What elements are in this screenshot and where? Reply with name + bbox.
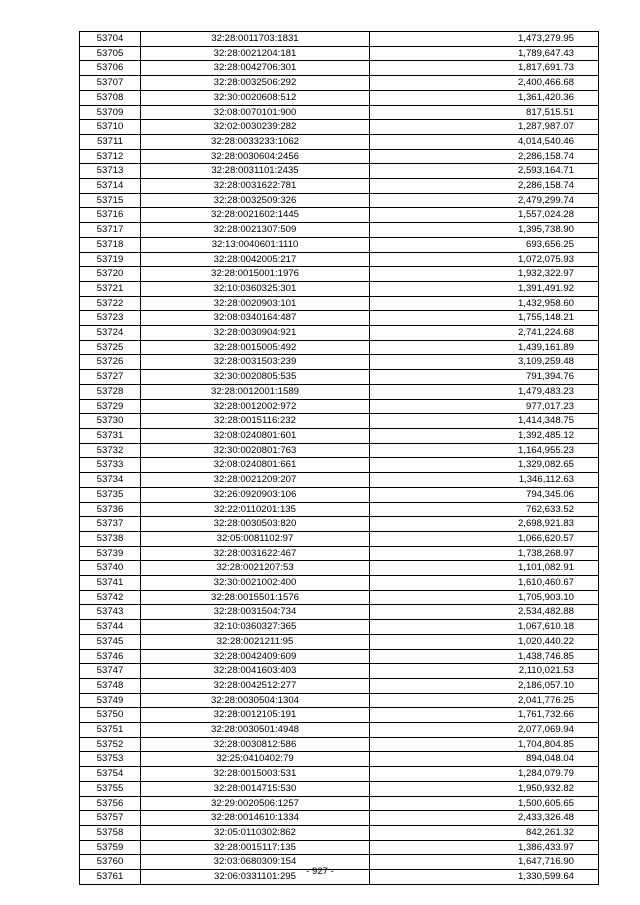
value-cell: 1,164,955.23: [370, 443, 599, 458]
table-row: [80, 46, 599, 61]
value-cell: 1,329,082.65: [370, 458, 599, 473]
row-number-cell: 53741: [80, 576, 141, 591]
table-row: [80, 370, 599, 385]
table-row: [80, 649, 599, 664]
table-row: [80, 811, 599, 826]
row-number-cell: 53728: [80, 384, 141, 399]
row-number-cell: 53742: [80, 590, 141, 605]
row-number-cell: 53739: [80, 546, 141, 561]
cadastral-number-cell: 32:22:0110201:135: [141, 502, 370, 517]
value-cell: 762,633.52: [370, 502, 599, 517]
row-number-cell: 53729: [80, 399, 141, 414]
row-number-cell: 53756: [80, 796, 141, 811]
value-cell: 1,101,082.91: [370, 561, 599, 576]
row-number-cell: 53723: [80, 311, 141, 326]
cadastral-number-cell: 32:28:0012105:191: [141, 708, 370, 723]
table-row: [80, 796, 599, 811]
value-cell: 794,345.06: [370, 487, 599, 502]
cadastral-number-cell: 32:28:0032509:326: [141, 193, 370, 208]
cadastral-number-cell: 32:30:0020608:512: [141, 90, 370, 105]
value-cell: 817,515.51: [370, 105, 599, 120]
cadastral-number-cell: 32:28:0042512:277: [141, 678, 370, 693]
row-number-cell: 53743: [80, 605, 141, 620]
cadastral-number-cell: 32:28:0042005:217: [141, 252, 370, 267]
cadastral-number-cell: 32:28:0020903:101: [141, 296, 370, 311]
row-number-cell: 53719: [80, 252, 141, 267]
value-cell: 1,738,268.97: [370, 546, 599, 561]
value-cell: 1,817,691.73: [370, 61, 599, 76]
table-row: [80, 664, 599, 679]
value-cell: 1,789,647.43: [370, 46, 599, 61]
cadastral-number-cell: 32:28:0015003:531: [141, 767, 370, 782]
cadastral-number-cell: 32:28:0015116:232: [141, 414, 370, 429]
value-cell: 1,330,599.64: [370, 870, 599, 885]
table-row: [80, 546, 599, 561]
cadastral-number-cell: 32:28:0030503:820: [141, 517, 370, 532]
cadastral-number-cell: 32:28:0030812:586: [141, 737, 370, 752]
table-row: [80, 384, 599, 399]
row-number-cell: 53724: [80, 326, 141, 341]
table-row: [80, 355, 599, 370]
value-cell: 1,755,148.21: [370, 311, 599, 326]
row-number-cell: 53704: [80, 32, 141, 47]
cadastral-number-cell: 32:03:0680309:154: [141, 855, 370, 870]
cadastral-number-cell: 32:28:0041603:403: [141, 664, 370, 679]
value-cell: 2,186,057.10: [370, 678, 599, 693]
value-cell: 2,534,482.88: [370, 605, 599, 620]
value-cell: 1,705,903.10: [370, 590, 599, 605]
table-row: [80, 340, 599, 355]
table-row: [80, 678, 599, 693]
table-row: [80, 531, 599, 546]
row-number-cell: 53753: [80, 752, 141, 767]
cadastral-number-cell: 32:28:0042706:301: [141, 61, 370, 76]
value-cell: 3,109,259.48: [370, 355, 599, 370]
table-row: [80, 223, 599, 238]
value-cell: 1,432,958.60: [370, 296, 599, 311]
table-row: [80, 723, 599, 738]
cadastral-number-cell: 32:28:0015117:135: [141, 840, 370, 855]
row-number-cell: 53727: [80, 370, 141, 385]
table-row: [80, 32, 599, 47]
cadastral-number-cell: 32:29:0020506:1257: [141, 796, 370, 811]
table-row: [80, 208, 599, 223]
table-row: [80, 590, 599, 605]
cadastral-number-cell: 32:06:0331101:295: [141, 870, 370, 885]
row-number-cell: 53737: [80, 517, 141, 532]
table-row: [80, 767, 599, 782]
row-number-cell: 53736: [80, 502, 141, 517]
value-cell: 1,395,738.90: [370, 223, 599, 238]
value-cell: 1,414,348.75: [370, 414, 599, 429]
row-number-cell: 53754: [80, 767, 141, 782]
row-number-cell: 53712: [80, 149, 141, 164]
row-number-cell: 53755: [80, 781, 141, 796]
value-cell: 1,479,483.23: [370, 384, 599, 399]
row-number-cell: 53751: [80, 723, 141, 738]
value-cell: 1,473,279.95: [370, 32, 599, 47]
row-number-cell: 53726: [80, 355, 141, 370]
row-number-cell: 53745: [80, 634, 141, 649]
cadastral-number-cell: 32:28:0033233:1062: [141, 134, 370, 149]
value-cell: 2,286,158.74: [370, 179, 599, 194]
value-cell: 2,110,021.53: [370, 664, 599, 679]
cadastral-number-cell: 32:10:0360325:301: [141, 281, 370, 296]
table-row: [80, 296, 599, 311]
table-row: [80, 605, 599, 620]
value-cell: 2,077,069.94: [370, 723, 599, 738]
value-cell: 791,394.76: [370, 370, 599, 385]
value-cell: 1,020,440.22: [370, 634, 599, 649]
table-row: [80, 164, 599, 179]
cadastral-number-cell: 32:08:0340164:487: [141, 311, 370, 326]
table-row: [80, 326, 599, 341]
row-number-cell: 53710: [80, 120, 141, 135]
value-cell: 1,386,433.97: [370, 840, 599, 855]
value-cell: 1,704,804.85: [370, 737, 599, 752]
cadastral-number-cell: 32:28:0030604:2456: [141, 149, 370, 164]
cadastral-number-cell: 32:28:0021211:95: [141, 634, 370, 649]
row-number-cell: 53757: [80, 811, 141, 826]
value-cell: 2,041,776.25: [370, 693, 599, 708]
cadastral-number-cell: 32:05:0081102:97: [141, 531, 370, 546]
row-number-cell: 53716: [80, 208, 141, 223]
row-number-cell: 53717: [80, 223, 141, 238]
table-row: [80, 120, 599, 135]
value-cell: 1,346,112.63: [370, 473, 599, 488]
row-number-cell: 53735: [80, 487, 141, 502]
table-row: [80, 781, 599, 796]
table-row: [80, 252, 599, 267]
cadastral-number-cell: 32:28:0031622:781: [141, 179, 370, 194]
table-row: [80, 399, 599, 414]
value-cell: 1,761,732.66: [370, 708, 599, 723]
value-cell: 977,017.23: [370, 399, 599, 414]
cadastral-number-cell: 32:26:0920903:106: [141, 487, 370, 502]
cadastral-number-cell: 32:28:0042409:609: [141, 649, 370, 664]
cadastral-number-cell: 32:28:0031503:239: [141, 355, 370, 370]
cadastral-number-cell: 32:28:0014715:530: [141, 781, 370, 796]
cadastral-number-cell: 32:13:0040601:1110: [141, 237, 370, 252]
row-number-cell: 53713: [80, 164, 141, 179]
table-row: [80, 620, 599, 635]
table-row: [80, 105, 599, 120]
row-number-cell: 53711: [80, 134, 141, 149]
row-number-cell: 53734: [80, 473, 141, 488]
cadastral-number-cell: 32:28:0021209:207: [141, 473, 370, 488]
row-number-cell: 53759: [80, 840, 141, 855]
cadastral-number-cell: 32:08:0240801:661: [141, 458, 370, 473]
table-row: [80, 90, 599, 105]
table-row: [80, 428, 599, 443]
table-row: [80, 76, 599, 91]
cadastral-number-cell: 32:28:0011703:1831: [141, 32, 370, 47]
row-number-cell: 53747: [80, 664, 141, 679]
cadastral-number-cell: 32:28:0031101:2435: [141, 164, 370, 179]
table-row: [80, 825, 599, 840]
cadastral-number-cell: 32:30:0020805:535: [141, 370, 370, 385]
table-row: [80, 414, 599, 429]
row-number-cell: 53722: [80, 296, 141, 311]
cadastral-number-cell: 32:28:0015001:1976: [141, 267, 370, 282]
value-cell: 1,067,610.18: [370, 620, 599, 635]
value-cell: 1,284,079.79: [370, 767, 599, 782]
value-cell: 894,048.04: [370, 752, 599, 767]
cadastral-number-cell: 32:08:0240801:601: [141, 428, 370, 443]
value-cell: 2,286,158.74: [370, 149, 599, 164]
value-cell: 1,438,746.85: [370, 649, 599, 664]
table-row: [80, 737, 599, 752]
table-row: [80, 61, 599, 76]
cadastral-number-cell: 32:28:0015005:492: [141, 340, 370, 355]
cadastral-number-cell: 32:28:0031504:734: [141, 605, 370, 620]
table-row: [80, 458, 599, 473]
table-row: [80, 487, 599, 502]
value-cell: 1,610,460.67: [370, 576, 599, 591]
value-cell: 1,072,075.93: [370, 252, 599, 267]
cadastral-number-cell: 32:25:0410402:79: [141, 752, 370, 767]
row-number-cell: 53744: [80, 620, 141, 635]
value-cell: 693,656.25: [370, 237, 599, 252]
row-number-cell: 53733: [80, 458, 141, 473]
row-number-cell: 53708: [80, 90, 141, 105]
row-number-cell: 53752: [80, 737, 141, 752]
cadastral-number-cell: 32:28:0021204:181: [141, 46, 370, 61]
table-row: [80, 193, 599, 208]
row-number-cell: 53760: [80, 855, 141, 870]
table-row: [80, 693, 599, 708]
table-row: [80, 708, 599, 723]
value-cell: 1,391,491.92: [370, 281, 599, 296]
row-number-cell: 53731: [80, 428, 141, 443]
cadastral-number-cell: 32:28:0030904:921: [141, 326, 370, 341]
value-cell: 2,400,466.68: [370, 76, 599, 91]
table-row: [80, 237, 599, 252]
row-number-cell: 53715: [80, 193, 141, 208]
table-row: [80, 149, 599, 164]
row-number-cell: 53748: [80, 678, 141, 693]
table-row: [80, 134, 599, 149]
row-number-cell: 53758: [80, 825, 141, 840]
row-number-cell: 53730: [80, 414, 141, 429]
cadastral-number-cell: 32:30:0021002:400: [141, 576, 370, 591]
row-number-cell: 53718: [80, 237, 141, 252]
value-cell: 1,950,932.82: [370, 781, 599, 796]
table-row: [80, 517, 599, 532]
row-number-cell: 53750: [80, 708, 141, 723]
value-cell: 4,014,540.46: [370, 134, 599, 149]
table-row: [80, 473, 599, 488]
registry-table-body: [80, 32, 599, 885]
value-cell: 2,698,921.83: [370, 517, 599, 532]
table-row: [80, 443, 599, 458]
row-number-cell: 53705: [80, 46, 141, 61]
cadastral-number-cell: 32:28:0021207:53: [141, 561, 370, 576]
table-row: [80, 179, 599, 194]
table-row: [80, 502, 599, 517]
table-row: [80, 752, 599, 767]
value-cell: 1,066,620.57: [370, 531, 599, 546]
value-cell: 1,500,605.65: [370, 796, 599, 811]
cadastral-number-cell: 32:28:0021602:1445: [141, 208, 370, 223]
table-row: [80, 281, 599, 296]
value-cell: 1,361,420.36: [370, 90, 599, 105]
value-cell: 842,261.32: [370, 825, 599, 840]
row-number-cell: 53725: [80, 340, 141, 355]
row-number-cell: 53720: [80, 267, 141, 282]
cadastral-number-cell: 32:28:0030504:1304: [141, 693, 370, 708]
cadastral-number-cell: 32:10:0360327:365: [141, 620, 370, 635]
registry-table: [79, 31, 599, 885]
row-number-cell: 53738: [80, 531, 141, 546]
value-cell: 2,741,224.68: [370, 326, 599, 341]
table-row: [80, 634, 599, 649]
value-cell: 1,439,161.89: [370, 340, 599, 355]
cadastral-number-cell: 32:02:0030239:282: [141, 120, 370, 135]
table-row: [80, 267, 599, 282]
row-number-cell: 53761: [80, 870, 141, 885]
value-cell: 2,479,299.74: [370, 193, 599, 208]
row-number-cell: 53740: [80, 561, 141, 576]
row-number-cell: 53749: [80, 693, 141, 708]
cadastral-number-cell: 32:28:0030501:4948: [141, 723, 370, 738]
row-number-cell: 53732: [80, 443, 141, 458]
row-number-cell: 53714: [80, 179, 141, 194]
value-cell: 1,392,485.12: [370, 428, 599, 443]
cadastral-number-cell: 32:08:0070101:900: [141, 105, 370, 120]
value-cell: 1,647,716.90: [370, 855, 599, 870]
cadastral-number-cell: 32:30:0020801:763: [141, 443, 370, 458]
row-number-cell: 53709: [80, 105, 141, 120]
value-cell: 1,932,322.97: [370, 267, 599, 282]
cadastral-number-cell: 32:28:0015501:1576: [141, 590, 370, 605]
value-cell: 1,557,024.28: [370, 208, 599, 223]
cadastral-number-cell: 32:05:0110302:862: [141, 825, 370, 840]
row-number-cell: 53706: [80, 61, 141, 76]
value-cell: 2,433,326.48: [370, 811, 599, 826]
cadastral-number-cell: 32:28:0012002:972: [141, 399, 370, 414]
table-row: [80, 561, 599, 576]
value-cell: 1,287,987.07: [370, 120, 599, 135]
cadastral-number-cell: 32:28:0012001:1589: [141, 384, 370, 399]
cadastral-number-cell: 32:28:0032506:292: [141, 76, 370, 91]
row-number-cell: 53746: [80, 649, 141, 664]
cadastral-number-cell: 32:28:0031622:467: [141, 546, 370, 561]
table-row: [80, 840, 599, 855]
cadastral-number-cell: 32:28:0014610:1334: [141, 811, 370, 826]
row-number-cell: 53721: [80, 281, 141, 296]
cadastral-number-cell: 32:28:0021307:509: [141, 223, 370, 238]
table-row: [80, 576, 599, 591]
value-cell: 2,593,164.71: [370, 164, 599, 179]
row-number-cell: 53707: [80, 76, 141, 91]
page-number: - 927 -: [306, 866, 334, 877]
table-row: [80, 311, 599, 326]
